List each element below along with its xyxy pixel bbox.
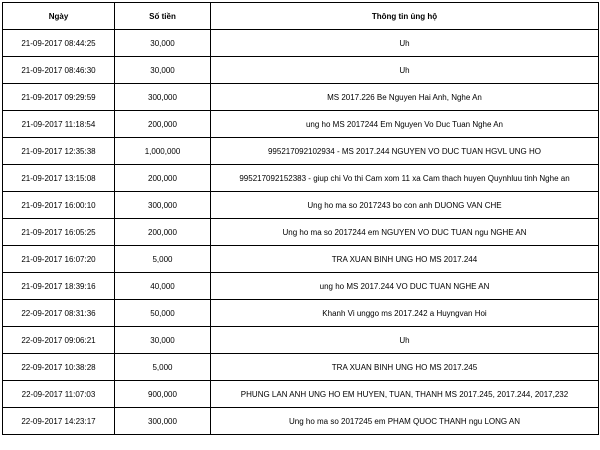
cell-info: ung ho MS 2017.244 VO DUC TUAN NGHE AN <box>211 273 599 300</box>
cell-amount: 5,000 <box>115 354 211 381</box>
table-row <box>3 84 599 111</box>
cell-amount: 900,000 <box>115 381 211 408</box>
cell-amount: 200,000 <box>115 219 211 246</box>
cell-amount: 1,000,000 <box>115 138 211 165</box>
cell-date: 21-09-2017 16:00:10 <box>3 192 115 219</box>
cell-info: Ung ho ma so 2017245 em PHAM QUOC THANH ngu LONG AN <box>211 408 599 435</box>
cell-amount: 50,000 <box>115 300 211 327</box>
cell-date: 21-09-2017 16:05:25 <box>3 219 115 246</box>
table-row <box>3 300 599 327</box>
cell-date: 21-09-2017 08:44:25 <box>3 30 115 57</box>
cell-amount: 300,000 <box>115 192 211 219</box>
cell-info: MS 2017.226 Be Nguyen Hai Anh, Nghe An <box>211 84 599 111</box>
cell-date: 22-09-2017 11:07:03 <box>3 381 115 408</box>
cell-info: 995217092102934 - MS 2017.244 NGUYEN VO DUC TUAN HGVL UNG HO <box>211 138 599 165</box>
cell-info: Ung ho ma so 2017243 bo con anh DUONG VAN CHE <box>211 192 599 219</box>
table-row <box>3 246 599 273</box>
table-body <box>3 30 599 435</box>
table-row <box>3 273 599 300</box>
cell-date: 22-09-2017 14:23:17 <box>3 408 115 435</box>
cell-amount: 300,000 <box>115 84 211 111</box>
cell-amount: 300,000 <box>115 408 211 435</box>
cell-info: Ung ho ma so 2017244 em NGUYEN VO DUC TUAN ngu NGHE AN <box>211 219 599 246</box>
donation-table-container <box>2 2 598 435</box>
cell-info: PHUNG LAN ANH UNG HO EM HUYEN, TUAN, THANH MS 2017.245, 2017.244, 2017,232 <box>211 381 599 408</box>
cell-amount: 200,000 <box>115 165 211 192</box>
table-row <box>3 219 599 246</box>
header-date: Ngày <box>3 3 115 30</box>
cell-amount: 30,000 <box>115 327 211 354</box>
cell-info: Uh <box>211 30 599 57</box>
header-info: Thông tin ủng hộ <box>211 3 599 30</box>
table-row <box>3 192 599 219</box>
table-row <box>3 165 599 192</box>
cell-date: 21-09-2017 18:39:16 <box>3 273 115 300</box>
cell-amount: 30,000 <box>115 30 211 57</box>
table-row <box>3 327 599 354</box>
cell-date: 21-09-2017 12:35:38 <box>3 138 115 165</box>
table-row <box>3 138 599 165</box>
header-amount: Số tiền <box>115 3 211 30</box>
cell-info: Uh <box>211 327 599 354</box>
cell-info: 995217092152383 - giup chi Vo thi Cam xom 11 xa Cam thach huyen Quynhluu tinh Nghe an <box>211 165 599 192</box>
table-row <box>3 354 599 381</box>
table-row <box>3 111 599 138</box>
table-row <box>3 30 599 57</box>
cell-date: 21-09-2017 11:18:54 <box>3 111 115 138</box>
cell-info: ung ho MS 2017244 Em Nguyen Vo Duc Tuan Nghe An <box>211 111 599 138</box>
donation-table <box>2 2 599 435</box>
table-header-row <box>3 3 599 30</box>
cell-date: 22-09-2017 09:06:21 <box>3 327 115 354</box>
cell-date: 21-09-2017 09:29:59 <box>3 84 115 111</box>
cell-amount: 5,000 <box>115 246 211 273</box>
cell-info: TRA XUAN BINH UNG HO MS 2017.244 <box>211 246 599 273</box>
cell-info: Khanh Vi unggo ms 2017.242 a Huyngvan Hoi <box>211 300 599 327</box>
cell-date: 22-09-2017 10:38:28 <box>3 354 115 381</box>
cell-info: TRA XUAN BINH UNG HO MS 2017.245 <box>211 354 599 381</box>
cell-date: 21-09-2017 16:07:20 <box>3 246 115 273</box>
table-row <box>3 408 599 435</box>
cell-info: Uh <box>211 57 599 84</box>
cell-date: 21-09-2017 13:15:08 <box>3 165 115 192</box>
cell-amount: 30,000 <box>115 57 211 84</box>
table-row <box>3 57 599 84</box>
cell-date: 22-09-2017 08:31:36 <box>3 300 115 327</box>
cell-date: 21-09-2017 08:46:30 <box>3 57 115 84</box>
table-row <box>3 381 599 408</box>
cell-amount: 200,000 <box>115 111 211 138</box>
cell-amount: 40,000 <box>115 273 211 300</box>
